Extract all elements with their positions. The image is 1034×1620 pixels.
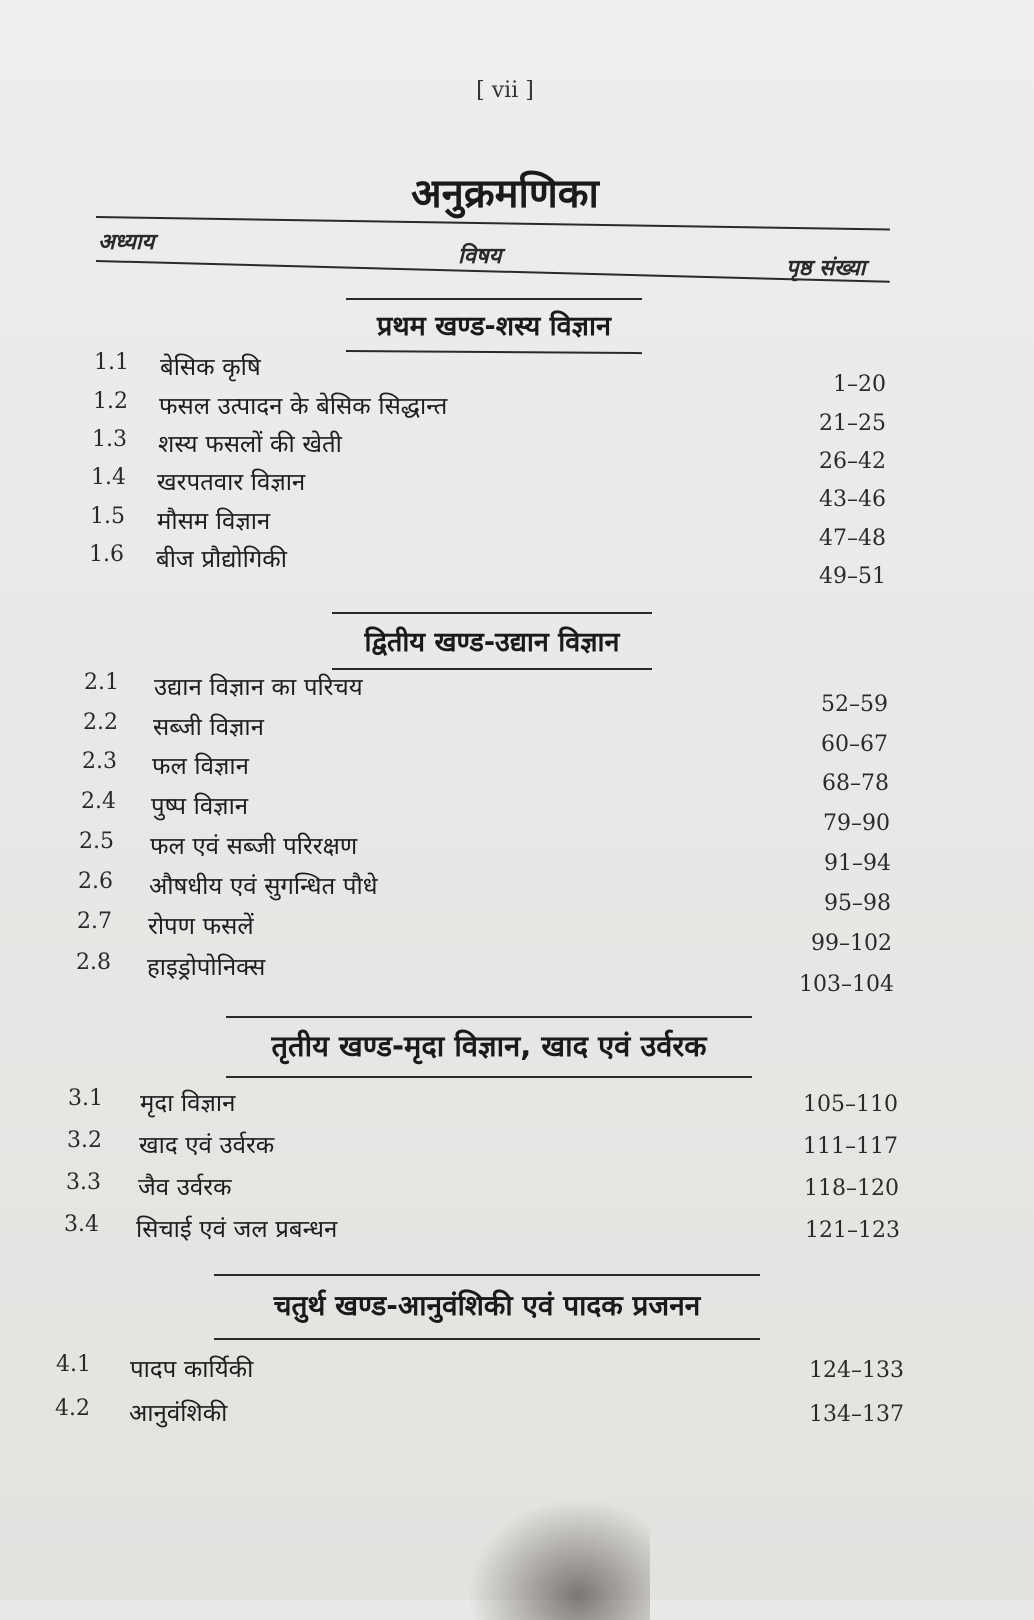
page-range: 52–59 <box>821 692 888 717</box>
toc-entry-3-4 <box>0 1212 1034 1252</box>
page-range: 118–120 <box>804 1176 899 1201</box>
page-range: 79–90 <box>823 811 890 836</box>
toc-entry-1-3 <box>0 427 1034 474</box>
page-range: 43–46 <box>819 487 886 512</box>
chapter-topic: फल एवं सब्जी परिरक्षण <box>150 832 358 860</box>
page-range: 60–67 <box>821 732 888 757</box>
toc-entry-3-2 <box>0 1128 1034 1168</box>
column-header-page: पृष्ठ संख्या <box>786 256 866 281</box>
chapter-number: 4.1 <box>56 1352 91 1377</box>
page-range: 49–51 <box>819 564 886 589</box>
section-1-top-rule <box>346 298 642 300</box>
page-range: 134–137 <box>809 1402 904 1427</box>
column-header-chapter: अध्याय <box>98 230 155 255</box>
chapter-number: 2.1 <box>84 670 119 695</box>
section-3-title: तृतीय खण्ड-मृदा विज्ञान, खाद एवं उर्वरक <box>271 1029 707 1063</box>
chapter-number: 2.5 <box>79 829 114 854</box>
chapter-topic: सब्जी विज्ञान <box>153 713 264 741</box>
chapter-topic: फल विज्ञान <box>152 752 249 780</box>
chapter-number: 2.8 <box>76 950 111 975</box>
chapter-topic: बेसिक कृषि <box>160 353 261 381</box>
page-range: 1–20 <box>833 372 886 397</box>
chapter-topic: पुष्प विज्ञान <box>151 792 249 820</box>
section-1-title: प्रथम खण्ड-शस्य विज्ञान <box>377 311 611 342</box>
page-number: [ vii ] <box>476 78 534 103</box>
finger-shadow <box>470 1500 650 1620</box>
page-range: 47–48 <box>819 526 886 551</box>
page-title: अनुक्रमणिका <box>411 171 599 217</box>
toc-entry-4-2 <box>0 1396 1034 1436</box>
chapter-topic: खरपतवार विज्ञान <box>157 468 306 496</box>
section-2-title: द्वितीय खण्ड-उद्यान विज्ञान <box>364 627 620 658</box>
toc-entry-2-2 <box>0 710 1034 757</box>
chapter-topic: सिचाई एवं जल प्रबन्धन <box>136 1215 338 1243</box>
toc-entry-3-3 <box>0 1170 1034 1210</box>
page-range: 121–123 <box>805 1218 900 1243</box>
chapter-topic: रोपण फसलें <box>148 912 254 940</box>
chapter-topic: बीज प्रौद्योगिकी <box>156 545 287 573</box>
toc-entry-2-3 <box>0 749 1034 796</box>
chapter-topic: शस्य फसलों की खेती <box>158 430 342 458</box>
chapter-number: 1.2 <box>93 389 128 414</box>
page-range: 68–78 <box>822 771 889 796</box>
chapter-topic: उद्यान विज्ञान का परिचय <box>154 673 363 701</box>
chapter-topic: पादप कार्यिकी <box>130 1355 254 1383</box>
page-range: 21–25 <box>819 411 886 436</box>
chapter-number: 1.5 <box>90 504 125 529</box>
toc-entry-1-2 <box>0 389 1034 436</box>
page-range: 99–102 <box>811 931 892 956</box>
chapter-number: 2.7 <box>77 909 112 934</box>
toc-entry-2-1 <box>0 670 1034 717</box>
section-4-top-rule <box>214 1274 760 1276</box>
chapter-number: 2.4 <box>81 789 116 814</box>
toc-entry-4-1 <box>0 1352 1034 1392</box>
toc-entry-2-7 <box>0 909 1034 956</box>
chapter-number: 3.4 <box>64 1212 99 1237</box>
toc-entry-2-4 <box>0 789 1034 836</box>
page-range: 111–117 <box>803 1134 898 1159</box>
chapter-number: 2.3 <box>82 749 117 774</box>
chapter-number: 1.6 <box>89 542 124 567</box>
toc-entry-1-1 <box>0 350 1034 397</box>
section-2-top-rule <box>332 612 652 614</box>
chapter-topic: खाद एवं उर्वरक <box>139 1131 275 1159</box>
toc-entry-1-5 <box>0 504 1034 551</box>
chapter-number: 2.2 <box>83 710 118 735</box>
page-range: 124–133 <box>809 1358 904 1383</box>
chapter-number: 3.3 <box>66 1170 101 1195</box>
section-4-bottom-rule <box>214 1338 760 1340</box>
chapter-number: 1.3 <box>92 427 127 452</box>
page-range: 95–98 <box>824 891 891 916</box>
chapter-topic: औषधीय एवं सुगन्धित पौधे <box>149 872 378 900</box>
section-3-bottom-rule <box>226 1076 752 1078</box>
toc-entry-1-6 <box>0 542 1034 589</box>
page-range: 26–42 <box>819 449 886 474</box>
chapter-number: 3.1 <box>68 1086 103 1111</box>
toc-entry-2-5 <box>0 829 1034 876</box>
chapter-number: 1.4 <box>91 465 126 490</box>
page-range: 105–110 <box>803 1092 898 1117</box>
chapter-number: 2.6 <box>78 869 113 894</box>
toc-entry-2-8 <box>0 950 1034 997</box>
chapter-number: 4.2 <box>55 1396 90 1421</box>
section-3-top-rule <box>226 1016 752 1018</box>
column-header-subject: विषय <box>458 244 502 269</box>
chapter-topic: मृदा विज्ञान <box>140 1089 236 1117</box>
chapter-topic: मौसम विज्ञान <box>157 507 271 535</box>
section-4-title: चतुर्थ खण्ड-आनुवंशिकी एवं पादक प्रजनन <box>273 1289 701 1322</box>
chapter-number: 1.1 <box>94 350 129 375</box>
toc-entry-3-1 <box>0 1086 1034 1126</box>
toc-entry-2-6 <box>0 869 1034 916</box>
chapter-topic: फसल उत्पादन के बेसिक सिद्धान्त <box>159 392 448 420</box>
chapter-topic: जैव उर्वरक <box>138 1173 232 1201</box>
toc-entry-1-4 <box>0 465 1034 512</box>
page-range: 103–104 <box>799 972 894 997</box>
chapter-number: 3.2 <box>67 1128 102 1153</box>
chapter-topic: हाइड्रोपोनिक्स <box>147 953 266 981</box>
chapter-topic: आनुवंशिकी <box>129 1399 228 1427</box>
page-range: 91–94 <box>824 851 891 876</box>
